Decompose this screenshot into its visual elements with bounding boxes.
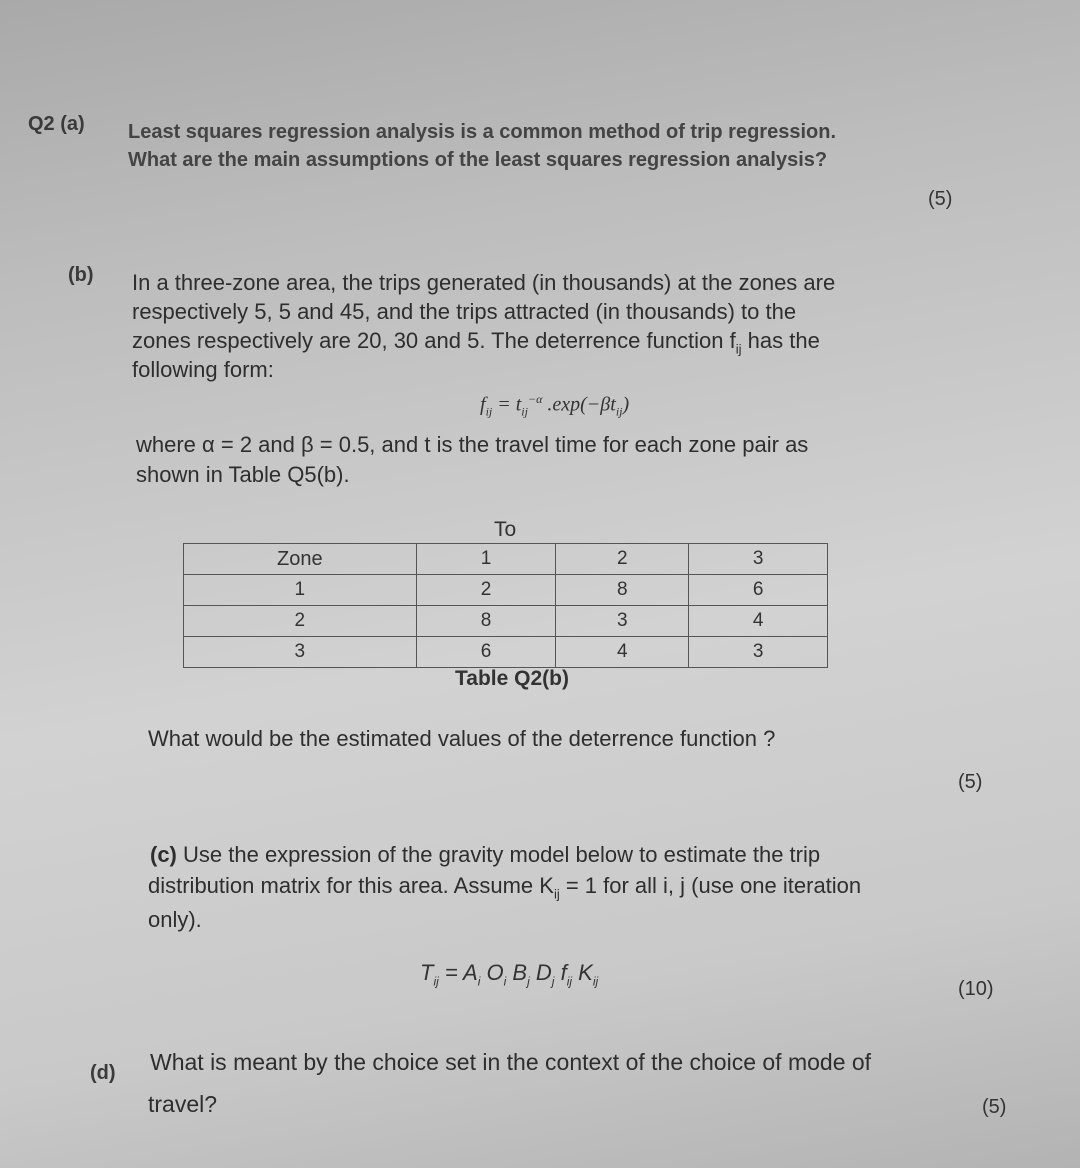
table-to-label: To <box>494 518 517 541</box>
q2d-label: (d) <box>90 1062 116 1084</box>
q2d-line2: travel? <box>148 1091 218 1117</box>
q2b-where2: shown in Table Q5(b). <box>136 462 350 487</box>
table-caption: Table Q2(b) <box>455 667 569 690</box>
table-cell: 3 <box>689 637 828 668</box>
table-cell: 1 <box>184 575 417 606</box>
travel-time-table <box>183 543 828 668</box>
q2c-line2: distribution matrix for this area. Assume $K_{ij} = 1$ for all i, j (use one iteration <box>148 873 862 902</box>
table-header-cell: 3 <box>689 544 828 575</box>
table-cell: 3 <box>556 606 689 637</box>
q2c-line3: only). <box>148 907 202 932</box>
table-row <box>184 637 828 668</box>
q2b-line4: following form: <box>132 357 274 382</box>
table-cell: 3 <box>184 637 417 668</box>
q2a-label: Q2 (a) <box>28 113 85 135</box>
q2b-marks: (5) <box>958 771 983 793</box>
gravity-formula: $T_{ij} = A_i$ $O_i$ $B_j$ $D_j$ $f_{ij}$ $K_{ij}$ <box>420 960 599 989</box>
q2b-line3: zones respectively are 20, 30 and 5. The deterrence function $f_{ij}$ has the <box>132 328 820 357</box>
q2a-line2: What are the main assumptions of the least squares regression analysis? <box>128 149 828 171</box>
table-header-cell: 1 <box>416 544 556 575</box>
table-cell: 8 <box>416 606 556 637</box>
table-cell: 2 <box>184 606 417 637</box>
table-row <box>184 575 828 606</box>
q2b-question: What would be the estimated values of the deterrence function ? <box>148 726 776 751</box>
q2b-where1: where α = 2 and β = 0.5, and t is the travel time for each zone pair as <box>136 432 809 457</box>
deterrence-formula: $f_{ij} = t_{ij}^{-\alpha}$ $.\exp(-\beta t_{ij})$ <box>480 392 630 419</box>
q2a-marks: (5) <box>928 188 953 210</box>
table-header-cell: Zone <box>184 544 417 575</box>
q2c-label: (c) <box>150 842 177 867</box>
q2b-label: (b) <box>68 264 94 286</box>
q2b-line2: respectively 5, 5 and 45, and the trips attracted (in thousands) to the <box>132 299 797 324</box>
table-cell: 6 <box>416 637 556 668</box>
table-cell: 4 <box>556 637 689 668</box>
table-cell: 2 <box>416 575 556 606</box>
table-cell: 8 <box>556 575 689 606</box>
q2a-line1: Least squares regression analysis is a common method of trip regression. <box>128 121 837 143</box>
table-header-cell: 2 <box>556 544 689 575</box>
table-header-row <box>184 544 828 575</box>
q2c-marks: (10) <box>958 978 994 1000</box>
q2c-line1: (c) Use the expression of the gravity model below to estimate the trip <box>150 842 821 867</box>
table-row <box>184 606 828 637</box>
q2d-marks: (5) <box>982 1096 1007 1118</box>
table-cell: 6 <box>689 575 828 606</box>
q2d-line1: What is meant by the choice set in the context of the choice of mode of <box>150 1049 872 1075</box>
q2b-line1: In a three-zone area, the trips generated (in thousands) at the zones are <box>132 270 836 295</box>
table-cell: 4 <box>689 606 828 637</box>
